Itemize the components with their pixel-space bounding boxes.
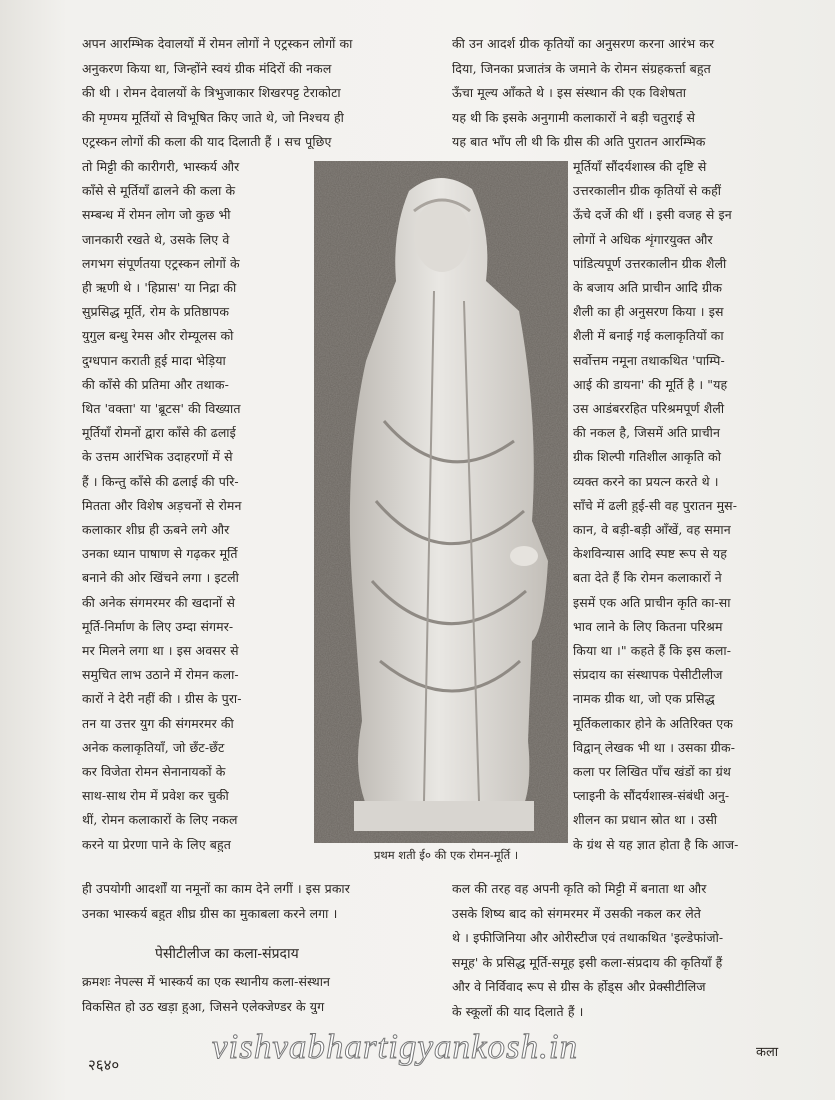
text-line: अनेक कलाकृतियाँ, जो छँट-छँट (82, 740, 225, 755)
text-line: किया था ।" कहते हैं कि इस कला- (573, 644, 732, 658)
text-line: मर मिलने लगा था । इस अवसर से (82, 644, 239, 658)
text-line: तो मिट्टी की कारीगरी, भास्कर्य और (82, 160, 240, 174)
text-line: दुग्धपान कराती हुई मादा भेड़िया (82, 353, 226, 368)
text-line: कल की तरह वह अपनी कृति को मिट्टी में बनाता था और (452, 882, 707, 896)
text-line: पांडित्यपूर्ण उत्तरकालीन ग्रीक शैली (573, 256, 727, 271)
text-line: यह बात भाँप ली थी कि ग्रीस की अति पुरातन आरम्भिक (452, 135, 706, 149)
text-line: मूर्तियाँ रोमनों द्वारा काँसे की ढलाई (82, 426, 236, 441)
text-line: की अनेक संगमरमर की खदानों से (82, 595, 236, 610)
text-line: की थी । रोमन देवालयों के त्रिभुजाकार शिखरपट्ट टेराकोटा (82, 86, 341, 100)
figure-caption: प्रथम शती ई० की एक रोमन-मूर्ति । (373, 848, 519, 862)
text-line: सुप्रसिद्ध मूर्ति, रोम के प्रतिष्ठापक (82, 305, 230, 320)
text-line: मूर्ति-निर्माण के लिए उम्दा संगमर- (82, 619, 234, 634)
text-line: के उत्तम आरंभिक उदाहरणों में से (82, 450, 233, 465)
text-line: कलाकार शीघ्र ही ऊबने लगे और (82, 523, 230, 537)
text-line: काँसे से मूर्तियाँ ढालने की कला के (82, 184, 236, 199)
text-line: शैली का ही अनुसरण किया । इस (573, 305, 724, 320)
text-line: की मृण्मय मूर्तियों से विभूषित किए जाते थे, जो निश्चय ही (82, 110, 344, 125)
text-line: अनुकरण किया था, जिन्होंने स्वयं ग्रीक मंदिरों की नकल (82, 61, 332, 76)
text-line: ही ऋणी थे । 'हिप्नास' या निद्रा की (82, 281, 237, 295)
page-number: २६४० (88, 1056, 120, 1074)
text-line: संप्रदाय का संस्थापक पेसीटीलीज (573, 668, 723, 683)
text-line: उसके शिष्य बाद को संगमरमर में उसकी नकल कर लेते (452, 906, 702, 921)
statue-illustration (314, 161, 568, 843)
text-line: की काँसे की प्रतिमा और तथाक- (82, 377, 229, 392)
text-line: केशविन्यास आदि स्पष्ट रूप से यह (573, 547, 727, 562)
text-line: कारों ने देरी नहीं की । ग्रीस के पुरा- (82, 692, 242, 707)
text-line: सर्वोत्तम नमूना तथाकथित 'पाम्पि- (573, 353, 725, 368)
text-line: हैं । किन्तु काँसे की ढलाई की परि- (82, 474, 239, 489)
roman-statue-photo (314, 161, 568, 843)
text-line: लोगों ने अधिक शृंगारयुक्त और (573, 232, 713, 247)
text-line: साँचे में ढली हुई-सी वह पुरातन मुस- (573, 498, 738, 513)
text-line: के बजाय अति प्राचीन आदि ग्रीक (573, 281, 723, 295)
text-line: उनका ध्यान पाषाण से गढ़कर मूर्ति (82, 547, 238, 562)
text-line: उत्तरकालीन ग्रीक कृतियों से कहीं (573, 184, 722, 199)
text-line: ही उपयोगी आदर्शों या नमूनों का काम देने लगीं । इस प्रकार (82, 882, 350, 896)
text-line: थित 'वक्ता' या 'ब्रूटस' की विख्यात (82, 402, 241, 416)
text-line: नामक ग्रीक था, जो एक प्रसिद्ध (573, 692, 715, 707)
text-line: करने या प्रेरणा पाने के लिए बहुत (82, 837, 231, 852)
text-line: की उन आदर्श ग्रीक कृतियों का अनुसरण करना आरंभ कर (452, 37, 715, 51)
text-line: के स्कूलों की याद दिलाते हैं । (452, 1004, 584, 1019)
text-line: कर विजेता रोमन सेनानायकों के (82, 765, 226, 779)
text-line: सम्बन्ध में रोमन लोग जो कुछ भी (82, 208, 231, 223)
text-line: यह थी कि इसके अनुगामी कलाकारों ने बड़ी चतुराई से (452, 110, 696, 125)
text-line: बता देते हैं कि रोमन कलाकारों ने (573, 571, 722, 586)
text-line: मूर्तियाँ सौंदर्यशास्त्र की दृष्टि से (573, 160, 707, 174)
footer-section-label: कला (756, 1045, 779, 1060)
text-line: के ग्रंथ से यह ज्ञात होता है कि आज- (573, 837, 739, 852)
text-line: समूह' के प्रसिद्ध मूर्ति-समूह इसी कला-संप्रदाय की कृतियाँ हैं (452, 955, 723, 970)
text-line: विकसित हो उठ खड़ा हुआ, जिसने एलेक्जेण्डर के युग (82, 1000, 325, 1014)
text-line: ऊँचा मूल्य आँकते थे । इस संस्थान की एक विशेषता (452, 86, 687, 100)
text-line: व्यक्त करने का प्रयत्न करते थे । (573, 474, 719, 489)
text-line: विद्वान् लेखक भी था । उसका ग्रीक- (573, 740, 736, 755)
text-line: शैली में बनाई गई कलाकृतियों का (573, 329, 724, 344)
text-line: कला पर लिखित पाँच खंडों का ग्रंथ (573, 765, 731, 779)
text-line: समुचित लाभ उठाने में रोमन कला- (82, 668, 239, 683)
text-line: कान, वे बड़ी-बड़ी आँखें, वह समान (573, 523, 731, 537)
text-line: लगभग संपूर्णतया एट्रस्कन लोगों के (82, 256, 240, 271)
text-line: एट्रस्कन लोगों की कला की याद दिलाती हैं । सच पूछिए (82, 135, 332, 149)
text-line: मूर्तिकलाकार होने के अतिरिक्त एक (573, 716, 734, 731)
text-line: अपन आरम्भिक देवालयों में रोमन लोगों ने एट्रस्कन लोगों का (82, 37, 353, 51)
section-heading: पेसीटीलीज का कला-संप्रदाय (155, 946, 299, 962)
text-line: क्रमशः नेपल्स में भास्कर्य का एक स्थानीय कला-संस्थान (82, 975, 331, 989)
text-line: तन या उत्तर युग की संगमरमर की (82, 716, 234, 731)
text-line: साथ-साथ रोम में प्रवेश कर चुकी (82, 789, 229, 804)
text-line: की नकल है, जिसमें अति प्राचीन (573, 426, 721, 441)
text-line: प्लाइनी के सौंदर्यशास्त्र-संबंधी अनु- (573, 789, 730, 804)
text-line: उनका भास्कर्य बहुत शीघ्र ग्रीस का मुकाबला करने लगा । (82, 906, 338, 921)
text-line: जानकारी रखते थे, उसके लिए वे (82, 232, 230, 247)
text-line: उस आडंबररहित परिश्रमपूर्ण शैली (573, 402, 725, 416)
text-line: बनाने की ओर खिंचने लगा । इटली (82, 571, 239, 586)
text-line: ऊँचे दर्जे की थीं । इसी वजह से इन (573, 208, 732, 223)
text-line: और वे निर्विवाद रूप से ग्रीस के र्होड्स और प्रेक्सीटीलिज (452, 980, 706, 994)
text-line: युगुल बन्धु रेमस और रोम्यूलस को (82, 329, 234, 344)
text-line: शीलन का प्रधान स्रोत था । उसी (573, 813, 718, 828)
text-line: मितता और विशेष अड़चनों से रोमन (82, 498, 242, 513)
text-line: ग्रीक शिल्पी गतिशील आकृति को (573, 450, 722, 465)
text-line: दिया, जिनका प्रजातंत्र के जमाने के रोमन संग्रहकर्त्ता बहुत (452, 61, 711, 76)
text-line: इसमें एक अति प्राचीन कृति का-सा (573, 595, 731, 610)
text-line: आई की डायना' की मूर्ति है । "यह (573, 377, 728, 392)
watermark: vishvabhartigyankosh.in (212, 1027, 579, 1066)
text-line: थे । इफीजिनिया और ओरीस्टीज एवं तथाकथित 'इल्डेफांजो- (452, 931, 724, 945)
text-line: भाव लाने के लिए कितना परिश्रम (573, 619, 723, 634)
text-line: थीं, रोमन कलाकारों के लिए नकल (82, 813, 238, 828)
